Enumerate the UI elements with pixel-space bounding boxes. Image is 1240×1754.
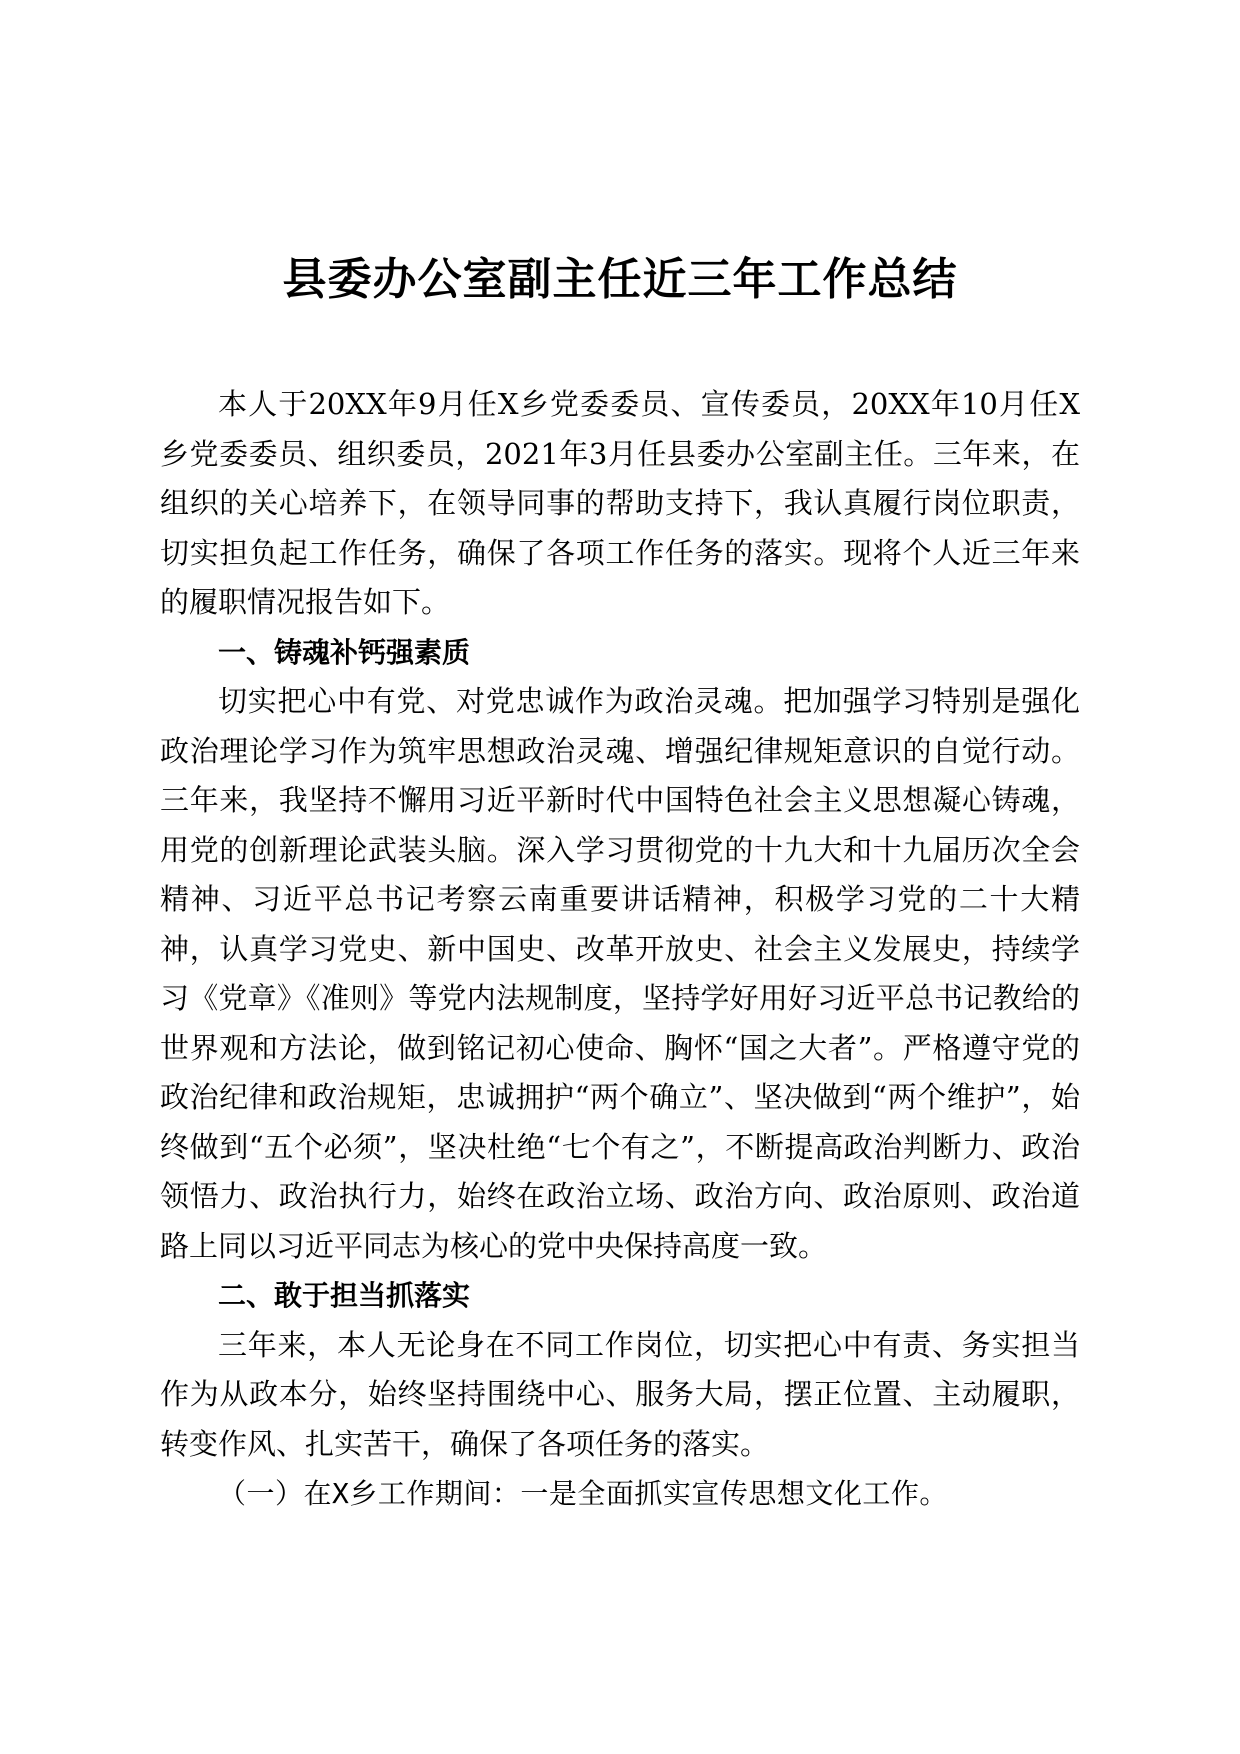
intro-paragraph: 本人于20XX年9月任X乡党委委员、宣传委员，20XX年10月任X乡党委委员、组织委员，2021年3月任县委办公室副主任。三年来，在组织的关心培养下，在领导同事的帮助支持下，我认真履行岗位职责，切实担负起工作任务，确保了各项工作任务的落实。现将个人近三年来的履职情况报告如下。 <box>160 387 1080 619</box>
section-paragraph-2: 三年来，本人无论身在不同工作岗位，切实把心中有责、务实担当作为从政本分，始终坚持围绕中心、服务大局，摆正位置、主动履职，转变作风、扎实苦干，确保了各项任务的落实。 <box>160 1327 1080 1461</box>
section-heading-2: 二、敢于担当抓落实 <box>218 1279 471 1312</box>
document-title: 县委办公室副主任近三年工作总结 <box>282 254 958 305</box>
subsection-paragraph-2-1: （一）在X乡工作期间：一是全面抓实宣传思想文化工作。 <box>218 1477 948 1510</box>
section-paragraph-1: 切实把心中有党、对党忠诚作为政治灵魂。把加强学习特别是强化政治理论学习作为筑牢思想政治灵魂、增强纪律规矩意识的自觉行动。三年来，我坚持不懈用习近平新时代中国特色社会主义思想凝心铸魂，用党的创新理论武装头脑。深入学习贯彻党的十九大和十九届历次全会精神、习近平总书记考察云南重要讲话精神，积极学习党的二十大精神，认真学习党史、新中国史、改革开放史、社会主义发展史，持续学习《党章》《准则》等党内法规制度，坚持学好用好习近平总书记教给的世界观和方法论，做到铭记初心使命、胸怀“国之大者”。严格遵守党的政治纪律和政治规矩，忠诚拥护“两个确立”、坚决做到“两个维护”，始终做到“五个必须”，坚决杜绝“七个有之”，不断提高政治判断力、政治领悟力、政治执行力，始终在政治立场、政治方向、政治原则、政治道路上同以习近平同志为核心的党中央保持高度一致。 <box>160 684 1080 1263</box>
document-body <box>160 380 1080 1519</box>
section-heading-1: 一、铸魂补钙强素质 <box>218 635 471 669</box>
